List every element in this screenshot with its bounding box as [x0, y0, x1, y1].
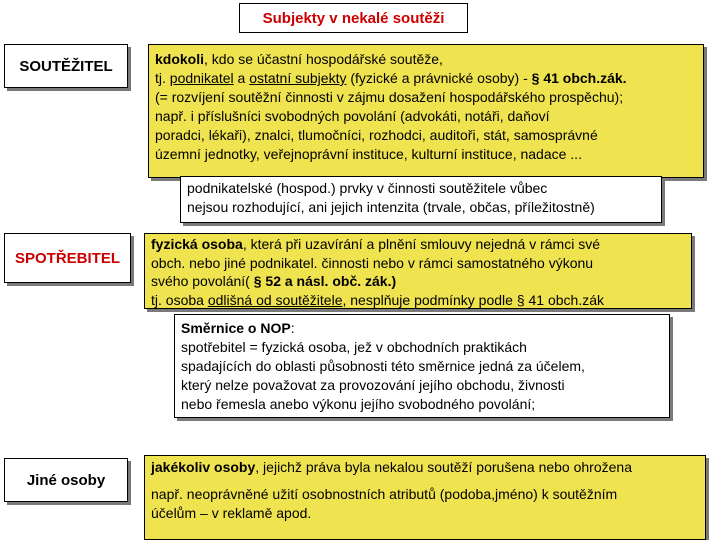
consumer-line-1: fyzická osoba, která při uzavírání a plnění smlouvy nejedná v rámci své [151, 236, 600, 252]
others-line-3: účelům – v reklamě apod. [151, 505, 312, 521]
jakekoliv-osoby-term: jakékoliv osoby [151, 459, 256, 475]
competitor-kdokoli: kdokoli [155, 51, 205, 67]
directive-box [174, 314, 670, 418]
competitor-line-3: (= rozvíjení soutěžní činnosti v zájmu dosažení hospodářského prospěchu); [155, 89, 624, 105]
odlisna-term: odlišná od soutěžitele, [207, 291, 347, 308]
directive-line-2: spadajících do oblasti působnosti této směrnice jedná za účelem, [181, 358, 585, 374]
others-definition [144, 455, 706, 540]
directive-line-4: nebo řemesla anebo výkonu jejího svobodného povolání; [181, 396, 536, 412]
competitor-line-6: územní jednotky, veřejnoprávní instituce, kulturní instituce, nadace ... [155, 146, 582, 162]
competitor-law-reference: § 41 obch.zák. [531, 70, 627, 86]
consumer-definition [144, 233, 692, 309]
consumer-line-4: tj. osoba odlišná od soutěžitele, nesplňuje podmínky podle § 41 obch.zák [151, 291, 604, 308]
competitor-definition [148, 44, 704, 178]
competitor-line-5: poradci, lékaři), znalci, tlumočníci, rozhodci, auditoři, stát, samosprávné [155, 127, 598, 143]
consumer-law-reference: § 52 a násl. obč. zák.) [253, 273, 397, 289]
others-label: Jiné osoby [4, 458, 128, 502]
competitor-note-line-2: nejsou rozhodující, ani jejich intenzita (trvale, občas, příležitostně) [187, 199, 595, 215]
directive-line-3: který nelze považovat za provozování jejího obchodu, živnosti [181, 377, 565, 393]
fyzicka-osoba-term: fyzická osoba [151, 236, 243, 252]
directive-heading: Směrnice o NOP [181, 320, 291, 336]
competitor-label: SOUTĚŽITEL [4, 44, 128, 88]
competitor-line-2: tj. podnikatel a ostatní subjekty (fyzické a právnické osoby) - § 41 obch.zák. [155, 70, 627, 86]
competitor-line-4: např. i příslušníci svobodných povolání (advokáti, notáři, daňoví [155, 108, 550, 124]
ostatni-subjekty-term: ostatní subjekty [249, 70, 347, 86]
others-line-1: jakékoliv osoby, jejichž práva byla nekalou soutěží porušena nebo ohrožena [151, 459, 632, 475]
podnikatel-term: podnikatel [169, 70, 234, 86]
competitor-line-1: kdokoli, kdo se účastní hospodářské soutěže, [155, 51, 443, 67]
consumer-line-2: obch. nebo jiné podnikatel. činnosti nebo v rámci samostatného výkonu [151, 254, 594, 271]
page-title: Subjekty v nekalé soutěži [239, 3, 468, 33]
others-line-2: např. neoprávněné užití osobnostních atributů (podoba,jméno) k soutěžním [151, 486, 618, 502]
consumer-line-3: svého povolání( § 52 a násl. obč. zák.) [151, 273, 397, 289]
competitor-note [180, 176, 662, 223]
directive-line-1: spotřebitel = fyzická osoba, jež v obchodních praktikách [181, 339, 527, 355]
directive-heading-line: Směrnice o NOP: [181, 320, 295, 336]
consumer-label: SPOTŘEBITEL [4, 233, 131, 283]
competitor-note-line-1: podnikatelské (hospod.) prvky v činnosti soutěžitele vůbec [187, 180, 548, 196]
